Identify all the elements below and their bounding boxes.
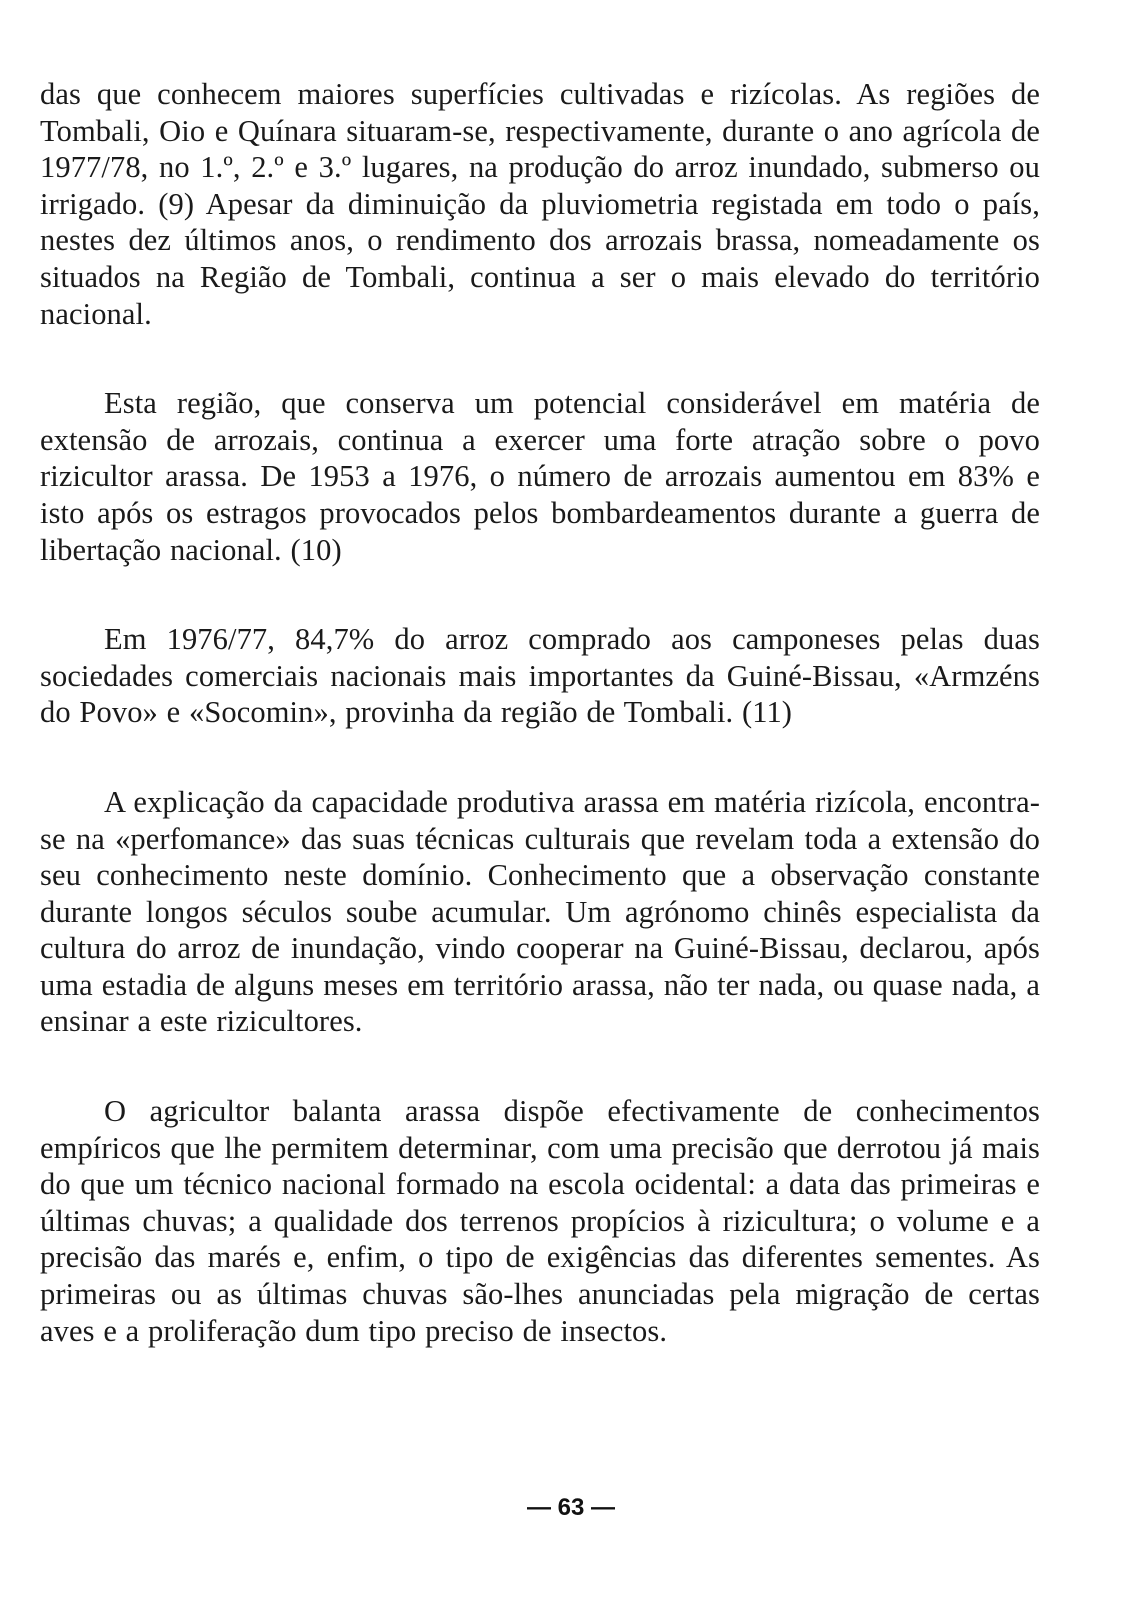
paragraph-productive-capacity: A explicação da capacidade produtiva arassa em matéria rizícola, encontra-se na «perfomance» das suas técnicas culturais que revelam toda a extensão do seu conhecimento neste domínio. Conhecimento que a observação constante durante longos séculos soube acumular. Um agrónomo chinês especialista da cultura do arroz de inundação, vindo cooperar na Guiné-Bissau, declarou, após uma estadia de alguns meses em território arassa, não ter nada, ou quase nada, a ensinar a este rizicultores. [40,784,1040,1039]
paragraph-empirical-knowledge: O agricultor balanta arassa dispõe efectivamente de conhecimentos empíricos que lhe permitem determinar, com uma precisão que derrotou já mais do que um técnico nacional formado na escola ocidental: a data das primeiras e últimas chuvas; a qualidade dos terrenos propícios à rizicultura; o volume e a precisão das marés e, enfim, o tipo de exigências das diferentes sementes. As primeiras ou as últimas chuvas são-lhes anunciadas pela migração de certas aves e a proliferação dum tipo preciso de insectos. [40,1094,1040,1348]
paragraph-tombali-region: Esta região, que conserva um potencial considerável em matéria de extensão de arrozais, continua a exercer uma forte atração sobre o povo rizicultor arassa. De 1953 a 1976, o número de arrozais aumentou em 83% e isto após os estragos provocados pelos bombardeamentos durante a guerra de libertação nacional. (10) [40,386,1040,567]
paragraph-continuation: das que conhecem maiores superfícies cultivadas e rizícolas. As regiões de Tombali, Oio e Quínara situaram-se, respectivamente, durante o ano agrícola de 1977/78, no 1.º, 2.º e 3.º lugares, na produção do arroz inundado, submerso ou irrigado. (9) Apesar da diminuição da pluviometria registada em todo o país, nestes dez últimos anos, o rendimento dos arrozais brassa, nomeadamente os situados na Região de Tombali, continua a ser o mais elevado do território nacional. [40,77,1040,331]
paragraph-rice-purchase: Em 1976/77, 84,7% do arroz comprado aos camponeses pelas duas sociedades comerciais nacionais mais importantes da Guiné-Bissau, «Armzéns do Povo» e «Socomin», provinha da região de Tombali. (11) [40,622,1040,730]
page-body [40,76,1040,1349]
page-number: — 63 — [526,1494,616,1521]
